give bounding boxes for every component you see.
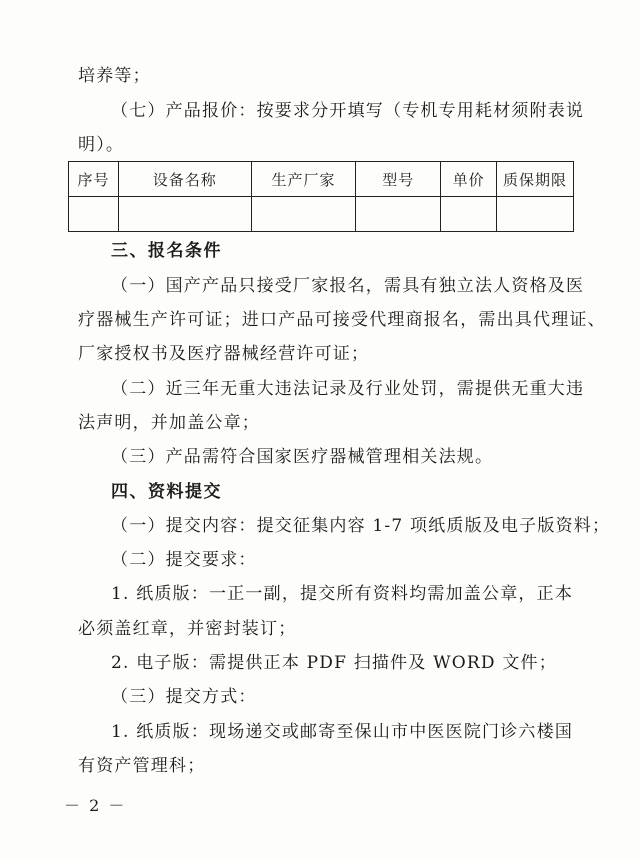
page-number: － 2 －	[64, 796, 127, 815]
text-line: （七）产品报价：按要求分开填写（专机专用耗材须附表说	[111, 101, 585, 121]
table-cell	[356, 197, 441, 232]
product-quote-table	[68, 161, 574, 232]
text-line: （二）提交要求：	[111, 550, 257, 570]
table-row	[69, 197, 574, 232]
section-heading-submission: 四、资料提交	[111, 482, 222, 502]
text-line: （一）国产产品只接受厂家报名，需具有独立法人资格及医	[111, 276, 585, 296]
table-cell	[441, 197, 497, 232]
section-heading-registration: 三、报名条件	[111, 241, 222, 261]
column-header-unit-price: 单价	[441, 162, 497, 197]
table-cell	[118, 197, 251, 232]
column-header-device-name: 设备名称	[118, 162, 251, 197]
text-line: （二）近三年无重大违法记录及行业处罚，需提供无重大违	[111, 379, 585, 399]
text-line: 1. 纸质版：一正一副，提交所有资料均需加盖公章，正本	[111, 584, 574, 604]
column-header-manufacturer: 生产厂家	[251, 162, 356, 197]
text-line: 明）。	[78, 135, 125, 155]
text-line: （三）提交方式：	[111, 687, 257, 707]
table-cell	[497, 197, 574, 232]
text-line: 1. 纸质版：现场递交或邮寄至保山市中医医院门诊六楼国	[111, 722, 574, 742]
text-line: 厂家授权书及医疗器械经营许可证；	[78, 344, 370, 364]
column-header-model: 型号	[356, 162, 441, 197]
table-cell	[251, 197, 356, 232]
text-line: 必须盖红章，并密封装订；	[78, 619, 297, 639]
column-header-index: 序号	[69, 162, 119, 197]
table-header-row	[69, 162, 574, 197]
table-cell	[69, 197, 119, 232]
text-line: 培养等；	[78, 66, 151, 86]
text-line: （一）提交内容：提交征集内容 1-7 项纸质版及电子版资料；	[111, 516, 611, 536]
text-line: 疗器械生产许可证；进口产品可接受代理商报名，需出具代理证、	[78, 310, 606, 330]
text-line: 有资产管理科；	[78, 756, 206, 776]
text-line: 法声明，并加盖公章；	[78, 413, 260, 433]
text-line: 2. 电子版：需提供正本 PDF 扫描件及 WORD 文件；	[111, 653, 557, 673]
text-line: （三）产品需符合国家医疗器械管理相关法规。	[111, 447, 494, 467]
column-header-warranty: 质保期限	[497, 162, 574, 197]
